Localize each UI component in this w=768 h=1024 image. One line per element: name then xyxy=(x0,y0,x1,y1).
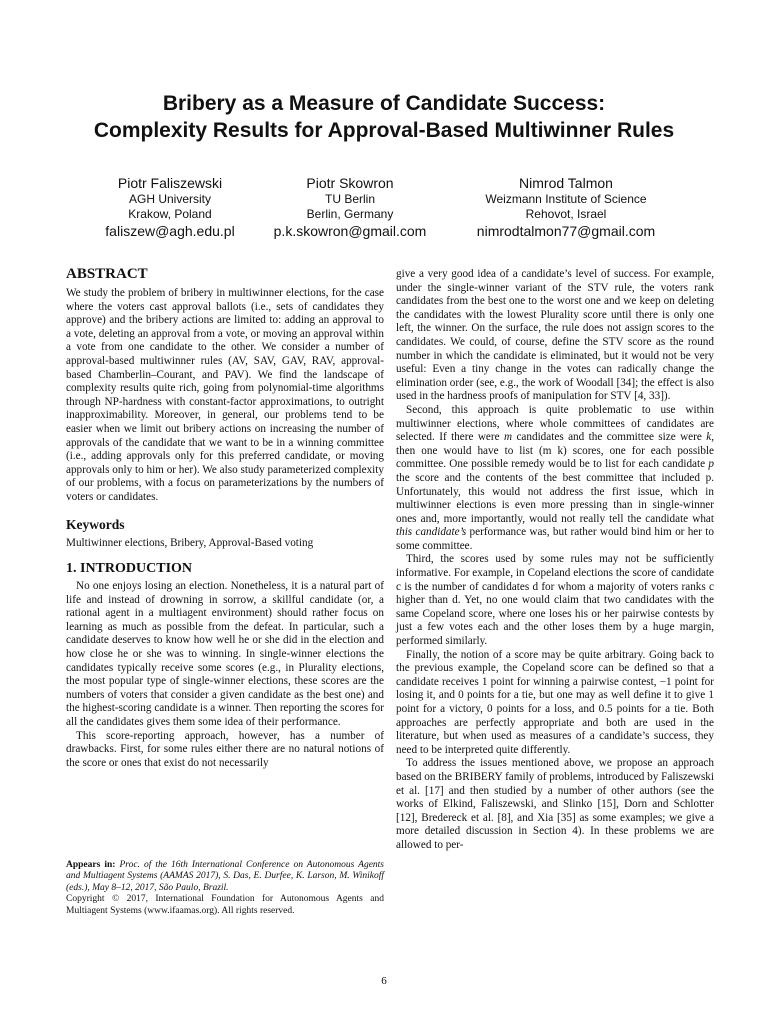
author-affiliation: AGH University xyxy=(128,192,211,206)
author-email[interactable]: faliszew@agh.edu.pl xyxy=(105,223,235,239)
math-m: m xyxy=(503,431,513,444)
abstract-heading: ABSTRACT xyxy=(66,266,148,282)
right-paragraph-5: To address the issues mentioned above, we propose an approach based on the BRIBERY family of problems, introduced by Faliszewski et al. [17] and then studied by a number of other authors (see the works of Elkind, Faliszewski, and Slinko [15], Dorn and Schlotter [12], Bredereck et al. [8], and Xia [35] as some examples; we give a more detailed discussion in Section 4). In these problems we are allowed to per- xyxy=(396,757,714,851)
title-line-2: Complexity Results for Approval-Based Multiwinner Rules xyxy=(93,119,675,142)
footnote-proceedings: Proc. of the 16th International Conference on Autonomous Agents and Multiagent Systems (AAMAS 2017), S. Das, E. Durfee, K. Larson, M. Winikoff (eds.), May 8–12, 2017, São Paulo, Brazil. xyxy=(66,860,384,893)
author-location: Krakow, Poland xyxy=(128,207,212,221)
intro-paragraph-1: No one enjoys losing an election. Nonetheless, it is a natural part of life and instead of drowning in sorrow, a skillful candidate (or, a rational agent in a multiagent environment) should rather focus on learning as much as possible from the defeat. In particular, such a candidate deserves to know how well he or she did in the election and how close he or she was to winning. In single-winner elections the candidates typically receive some scores (e.g., in Plurality elections, the most popular type of single-winner elections, these scores are the numbers of voters that consider a given candidate as the best one) and the highest-scoring candidate is a winner. Then reporting the scores for all the candidates gives them some idea of their performance. xyxy=(66,580,384,729)
math-k: k xyxy=(706,431,712,444)
left-column xyxy=(66,265,384,770)
author-block-3 xyxy=(456,174,676,240)
abstract-text: We study the problem of bribery in multiwinner elections, for the case where the voters cast approval ballots (i.e., sets of candidates they approve) and the bribery actions are limited to: adding an approval to a vote, deleting an approval from a vote, or moving an approval within a vote from one candidate to the other. We consider a number of approval-based multiwinner rules (AV, SAV, GAV, RAV, approval-based Chamberlin–Courant, and PAV). We find the landscape of complexity results quite rich, going from polynomial-time algorithms through NP-hardness with constant-factor approximations, to outright inapproximability. Moreover, in general, our problems tend to be easier when we limit out bribery actions on increasing the number of approvals of the candidate that we want to be in a winning committee (i.e., adding approvals only for this preferred candidate, or moving approvals only to him or her). We also study parameterized complexity of our problems, with a focus on parameterizations by the numbers of voters or candidates. xyxy=(66,287,384,503)
footnote-label: Appears in: xyxy=(66,860,116,870)
right-column xyxy=(396,268,714,853)
author-affiliation: TU Berlin xyxy=(324,192,375,206)
text-run: candidates and the committee size were xyxy=(512,431,707,444)
keywords-heading: Keywords xyxy=(66,516,125,532)
intro-paragraph-2: This score-reporting approach, however, has a number of drawbacks. First, for some rules either there are no natural notions of the score or ones that exist do not necessarily xyxy=(66,729,384,769)
author-email[interactable]: nimrodtalmon77@gmail.com xyxy=(476,223,656,239)
text-run: the score and the contents of the best committee that included p. Unfortunately, this would not address the first issue, which in multiwinner elections is even more pressing than in single-winner ones and, more importantly, would not really tell the candidate what xyxy=(396,471,714,525)
paper-title xyxy=(40,90,728,144)
text-run: , then one would have to list (m k) scores, one for each possible committee. One possible remedy would be to list for each candidate xyxy=(396,431,714,471)
author-affiliation: Weizmann Institute of Science xyxy=(485,192,647,206)
author-block-2 xyxy=(240,174,460,240)
text-run: Second, this approach is quite problematic to use within multiwinner elections, where whole committees of candidates are selected. If there were xyxy=(396,403,714,444)
right-paragraph-1: give a very good idea of a candidate’s level of success. For example, under the single-winner variant of the STV rule, the voters rank candidates from the best one to the worst one and we keep on deleting the candidates with the lowest Plurality score until there is only one left, the winner. On the surface, the rule does not assign scores to the candidates. We could, of course, define the STV score as the round number in which the candidate is eliminated, but it would not be very useful: Even a tiny change in the votes can radically change the elimination order (see, e.g., the work of Woodall [34]; the effect is also used in the hardness proofs of manipulation for STV [4, 33]). xyxy=(396,268,714,403)
footnote xyxy=(66,860,384,917)
author-location: Rehovot, Israel xyxy=(525,207,607,221)
right-paragraph-2 xyxy=(396,404,714,554)
author-name: Nimrod Talmon xyxy=(519,175,613,191)
page-number: 6 xyxy=(381,975,387,987)
right-paragraph-4: Finally, the notion of a score may be quite arbitrary. Going back to the previous example, the Copeland score can be defined so that a candidate receives 1 point for winning a pairwise contest, −1 point for losing it, and 0 points for a tie, but one may as well define it to give 1 point for a victory, 0 points for a loss, and 0.5 points for a tie. Both approaches are perfectly appropriate and both are used in the literature, but when used as measures of a candidate’s success, they need to be interpreted quite differently. xyxy=(396,648,714,756)
author-email[interactable]: p.k.skowron@gmail.com xyxy=(273,223,427,239)
author-name: Piotr Faliszewski xyxy=(117,175,223,191)
footnote-venue xyxy=(66,860,384,894)
right-paragraph-3: Third, the scores used by some rules may not be sufficiently informative. For example, in Copeland elections the score of candidate c is the number of candidates d for whom a majority of voters ranks c higher than d. Yet, no one would claim that two candidates with the same Copeland score, where one loses his or her pairwise contests by just a few votes each and the other loses them by a huge margin, performed similarly. xyxy=(396,553,714,648)
introduction-heading: 1. INTRODUCTION xyxy=(66,561,193,577)
author-name: Piotr Skowron xyxy=(306,175,394,191)
text-run: performance was, but rather would bind him or her to some committee. xyxy=(396,526,714,552)
math-p: p xyxy=(708,458,714,471)
author-location: Berlin, Germany xyxy=(306,207,394,221)
footnote-copyright: Copyright © 2017, International Foundation for Autonomous Agents and Multiagent Systems (www.ifaamas.org). All rights reserved. xyxy=(66,894,384,916)
keywords-text: Multiwinner elections, Bribery, Approval-Based voting xyxy=(66,536,314,549)
emphasis: this candidate’s xyxy=(396,526,467,539)
title-line-1: Bribery as a Measure of Candidate Success: xyxy=(162,92,606,115)
